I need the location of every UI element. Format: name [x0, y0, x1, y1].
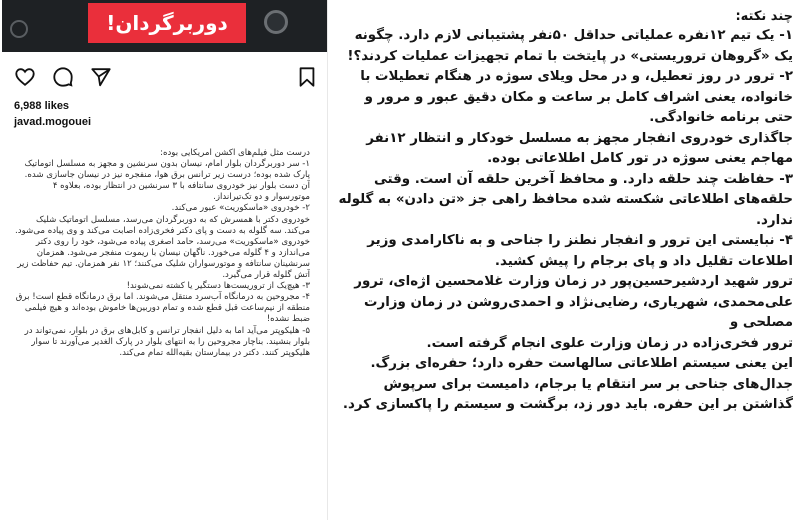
- notes-panel: [335, 8, 793, 516]
- instagram-post: [2, 0, 328, 520]
- heart-icon[interactable]: [14, 66, 36, 88]
- notes-paragraph: ترور شهید اردشیرحسین‌پور در زمان وزارت غلامحسین اژه‌ای، ترور علی‌محمدی، شهریاری، رضایی‌نژاد و احمدی‌روشن در زمان وزارت مصلحی و: [354, 274, 793, 330]
- caption-line: آن دست بلوار نیز خودروی سانتافه با ۳ سرنشین در انتظار بوده، بعلاوه ۴ موتورسوار و دو تک‌تیرانداز.: [52, 181, 310, 203]
- notes-paragraph: ۳- حفاظت چند حلقه دارد. و محافظ آخرین حلقه آن است. وقتی حلقه‌های اطلاعاتی شکسته شده محافظ راهی جز «تن دادن» به گلوله ندارد.: [338, 171, 793, 228]
- notes-paragraph: ۴- نبایستی این ترور و انفجار نطنز را جناحی و به ناکارامدی وزیر اطلاعات تقلیل داد و پای برجام را پیش کشید.: [367, 233, 793, 269]
- caption-line: خودروی دکتر با همسرش که به دوربرگردان می‌رسد، مسلسل اتوماتیک شلیک می‌کند. سه گلوله به دست و پای دکتر فخری‌زاده اصابت می‌کند و وی پیاده می‌شود.: [15, 214, 310, 236]
- post-image[interactable]: [2, 0, 328, 52]
- bookmark-icon[interactable]: [296, 66, 318, 88]
- post-caption: [12, 148, 310, 516]
- likes-count[interactable]: 6,988 likes: [14, 100, 70, 112]
- comment-icon[interactable]: [52, 66, 74, 88]
- post-username[interactable]: javad.mogouei: [14, 116, 92, 128]
- notes-heading: چند نکته:: [735, 9, 793, 24]
- notes-paragraph: ۲- ترور در روز تعطیل، و در محل ویلای سوژه در هنگام تعطیلات با خانواده، یعنی اشراف کامل بر ساعت و مکان دقیق عبور و مرور و حتی برنامه خانوادگی.: [360, 69, 793, 125]
- notes-paragraph: ترور فخری‌زاده در زمان وزارت علوی انجام گرفته است.: [426, 335, 793, 351]
- caption-line: ۳- هیچ‌یک از تروریست‌ها دستگیر یا کشته نمی‌شوند!: [126, 281, 310, 292]
- gear-icon: [264, 10, 288, 34]
- notes-paragraph: جاگذاری خودروی انفجار مجهز به مسلسل خودکار و انتظار ۱۲نفر مهاجم یعنی سوژه در تور کامل اطلاعاتی بوده.: [366, 130, 793, 166]
- caption-line: خودروی «ماسکوریت» می‌رسد، حامد اصغری پیاده می‌شود، خود را روی دکتر می‌اندازد و ۴ گلوله می‌خورد. ناگهان نیسان با ریموت منفجر می‌شود. همزمان سرنشینان سانتافه و موتورسواران شلیک می‌کنند؛ ۱۲ نفر همزمان. تیم حفاظت زیر آتش گلوله قرار می‌گیرد.: [17, 236, 310, 281]
- gear-icon: [10, 20, 28, 38]
- caption-line: ۱- سر دوربرگردان بلوار امام، نیسان بدون سرنشین و مجهز به مسلسل اتوماتیک پارک شده بوده؛ درست زیر ترانس برق هوا، منفجره نیز در نیسان جاسازی شده.: [24, 159, 310, 181]
- share-icon[interactable]: [90, 66, 112, 88]
- post-actions: [14, 66, 318, 90]
- caption-line: ۲- خودروی «ماسکوریت» عبور می‌کند.: [171, 203, 310, 214]
- caption-line: ۴- مجروحین به درمانگاه آب‌سرد منتقل می‌شوند. اما برق درمانگاه قطع است! برق منطقه از نیم‌ساعت قبل قطع شده و تمام دوربین‌ها خاموش بوده‌اند و هیچ فیلمی ضبط نشده!: [15, 292, 310, 325]
- caption-line: ۵- هلیکوپتر می‌آید اما به دلیل انفجار ترانس و کابل‌های برق در بلوار، نمی‌تواند در بلوار بنشیند. بناچار مجروحین را به انتهای بلوار در پارک الغدیر می‌آورند تا سوار هلیکوپتر کنند. دکتر در بیمارستان بقیه‌الله تمام می‌کند.: [24, 325, 310, 358]
- notes-paragraph: ۱- یک تیم ۱۲نفره عملیاتی حداقل ۵۰نفر پشتیبانی لازم دارد. چگونه یک «گروهان تروریستی» در پایتخت با تمام تجهیزات عملیات کردند؟!: [347, 28, 793, 64]
- caption-line: درست مثل فیلم‌های اکشن آمریکایی بوده:: [160, 148, 310, 158]
- post-banner: دوربرگردان!: [88, 3, 246, 43]
- notes-paragraph: این یعنی سیستم اطلاعاتی سالهاست حفره دارد؛ حفره‌ای بزرگ. جدال‌های جناحی بر سر انتقام یا برجام، دامیست برای سرپوش گذاشتن بر این حفره. باید دور زد، برگشت و سیستم را پاکسازی کرد.: [342, 356, 793, 412]
